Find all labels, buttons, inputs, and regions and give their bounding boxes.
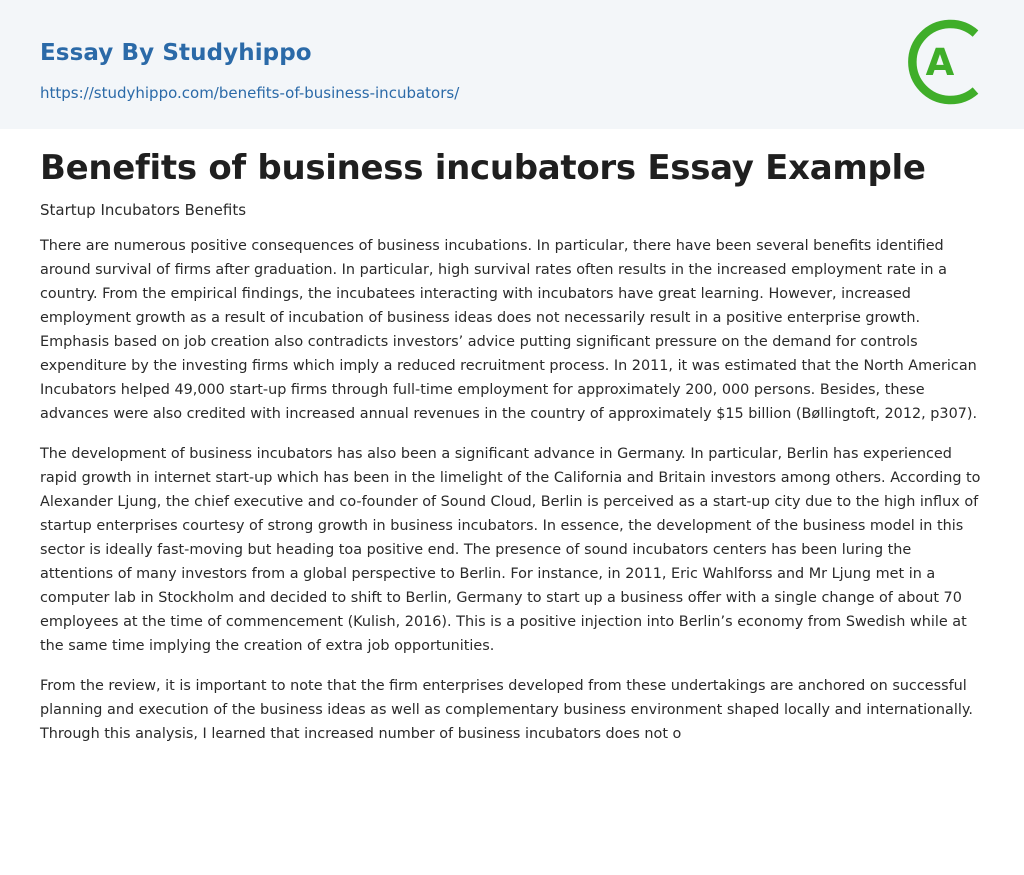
essay-title: Benefits of business incubators Essay Example <box>40 148 926 188</box>
essay-url-link[interactable]: https://studyhippo.com/benefits-of-business-incubators/ <box>40 84 460 102</box>
studyhippo-logo-icon[interactable] <box>908 18 988 106</box>
site-title[interactable]: Essay By Studyhippo <box>40 40 312 66</box>
essay-paragraph: There are numerous positive consequences of business incubations. In particular, there have been several benefits identified around survival of firms after graduation. In particular, high survival rates often results in the increased employment rate in a country. From the empirical findings, the incubatees interacting with incubators have great learning. However, increased employment growth as a result of incubation of business ideas does not necessarily result in a positive enterprise growth. Emphasis based on job creation also contradicts investors’ advice putting significant pressure on the demand for controls expenditure by the investing firms which imply a reduced recruitment process. In 2011, it was estimated that the North American Incubators helped 49,000 start-up firms through full-time employment for approximately 200, 000 persons. Besides, these advances were also credited with increased annual revenues in the country of approximately $15 billion (Bøllingtoft, 2012, p307). <box>40 238 978 422</box>
essay-paragraph: From the review, it is important to note that the firm enterprises developed from these undertakings are anchored on successful planning and execution of the business ideas as well as complementary business environment shaped locally and internationally. Through this analysis, I learned that increased number of business incubators does not o <box>40 678 973 742</box>
logo-letter: A <box>925 41 955 84</box>
essay-paragraph: The development of business incubators has also been a significant advance in Germany. In particular, Berlin has experienced rapid growth in internet start-up which has been in the limelight of the California and Britain investors among others. According to Alexander Ljung, the chief executive and co-founder of Sound Cloud, Berlin is perceived as a start-up city due to the high influx of startup enterprises courtesy of strong growth in business incubators. In essence, the development of the business model in this sector is ideally fast-moving but heading toa positive end. The presence of sound incubators centers has been luring the attentions of many investors from a global perspective to Berlin. For instance, in 2011, Eric Wahlforss and Mr Ljung met in a computer lab in Stockholm and decided to shift to Berlin, Germany to start up a business offer with a single change of about 70 employees at the time of commencement (Kulish, 2016). This is a positive injection into Berlin’s economy from Swedish while at the same time implying the creation of extra job opportunities. <box>40 446 981 654</box>
essay-content <box>40 148 984 746</box>
essay-subtitle: Startup Incubators Benefits <box>40 201 247 219</box>
site-header <box>0 0 1024 129</box>
